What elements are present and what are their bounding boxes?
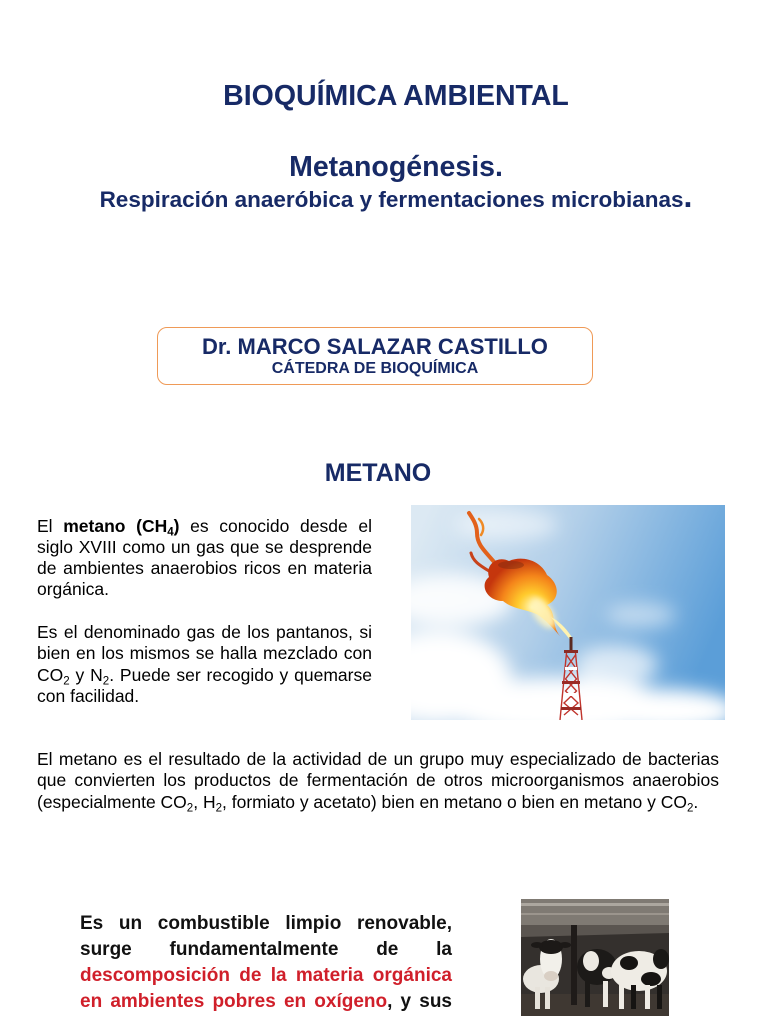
para3-part2: , H [193,791,216,812]
para1-rest: es conocido desde el siglo XVIII como un gas que se desprende de ambientes anaerobios ricos en materia orgánica. [37,515,372,600]
methane-intro-paragraph [37,516,372,601]
tagline-text: Respiración anaeróbica y fermentaciones microbianas [99,187,684,212]
n2-subscript: 2 [102,675,110,688]
tagline-period: . [683,178,693,214]
note-line-4-rest: , y sus [387,991,452,1012]
para3-part4: . [693,791,699,812]
note-line-3-highlight: descomposición de la materia orgánica [80,965,452,986]
document-title: BIOQUÍMICA AMBIENTAL [223,80,569,112]
author-name: Dr. MARCO SALAZAR CASTILLO [202,334,548,359]
co2-subscript: 2 [687,802,694,815]
gas-flare-illustration [411,505,725,720]
note-line-1: Es un combustible limpio renovable, [80,913,452,934]
para3-part3: , formiato y acetato) bien en metano o bien en metano y CO [222,791,687,812]
dairy-cows-photo [521,899,669,1016]
note-line-4 [80,989,452,1015]
barn-ceiling [521,899,669,937]
document-tagline [24,178,768,214]
h2-subscript: 2 [215,802,223,815]
methanogenic-bacteria-paragraph [37,749,719,814]
swamp-gas-paragraph [37,622,372,707]
co2-subscript: 2 [63,675,70,688]
barn-post [571,925,577,1005]
para2-part1: Es el denominado gas de los pantanos, si bien en los mismos se halla mezclado con CO [37,622,372,685]
author-department: CÁTEDRA DE BIOQUÍMICA [271,360,479,377]
co2-subscript: 2 [186,802,194,815]
author-box [157,327,593,385]
para3-part1: El metano es el resultado de la actividad de un grupo muy especializado de bacterias que convierten los productos de fermentación de otros microorganismos anaerobios (especialmente CO [37,748,719,812]
document-subtitle: Metanogénesis. [289,150,503,183]
para2-part3: . Puede ser recogido y quemarse con facilidad. [37,664,372,706]
gas-flare-photo [411,505,725,720]
para1-intro: El [37,515,64,536]
cows-barn-illustration [521,899,669,1016]
methane-term-close: ) [173,515,180,536]
note-line-4-highlight: en ambientes pobres en oxígeno [80,991,388,1012]
clean-fuel-note [80,911,452,1015]
methane-term: metano (CH [63,515,168,536]
section-heading: METANO [324,459,432,487]
note-line-2: surge fundamentalmente de la [80,939,452,960]
para2-part2: y N [69,664,103,685]
methane-formula-subscript: 4 [167,525,174,538]
